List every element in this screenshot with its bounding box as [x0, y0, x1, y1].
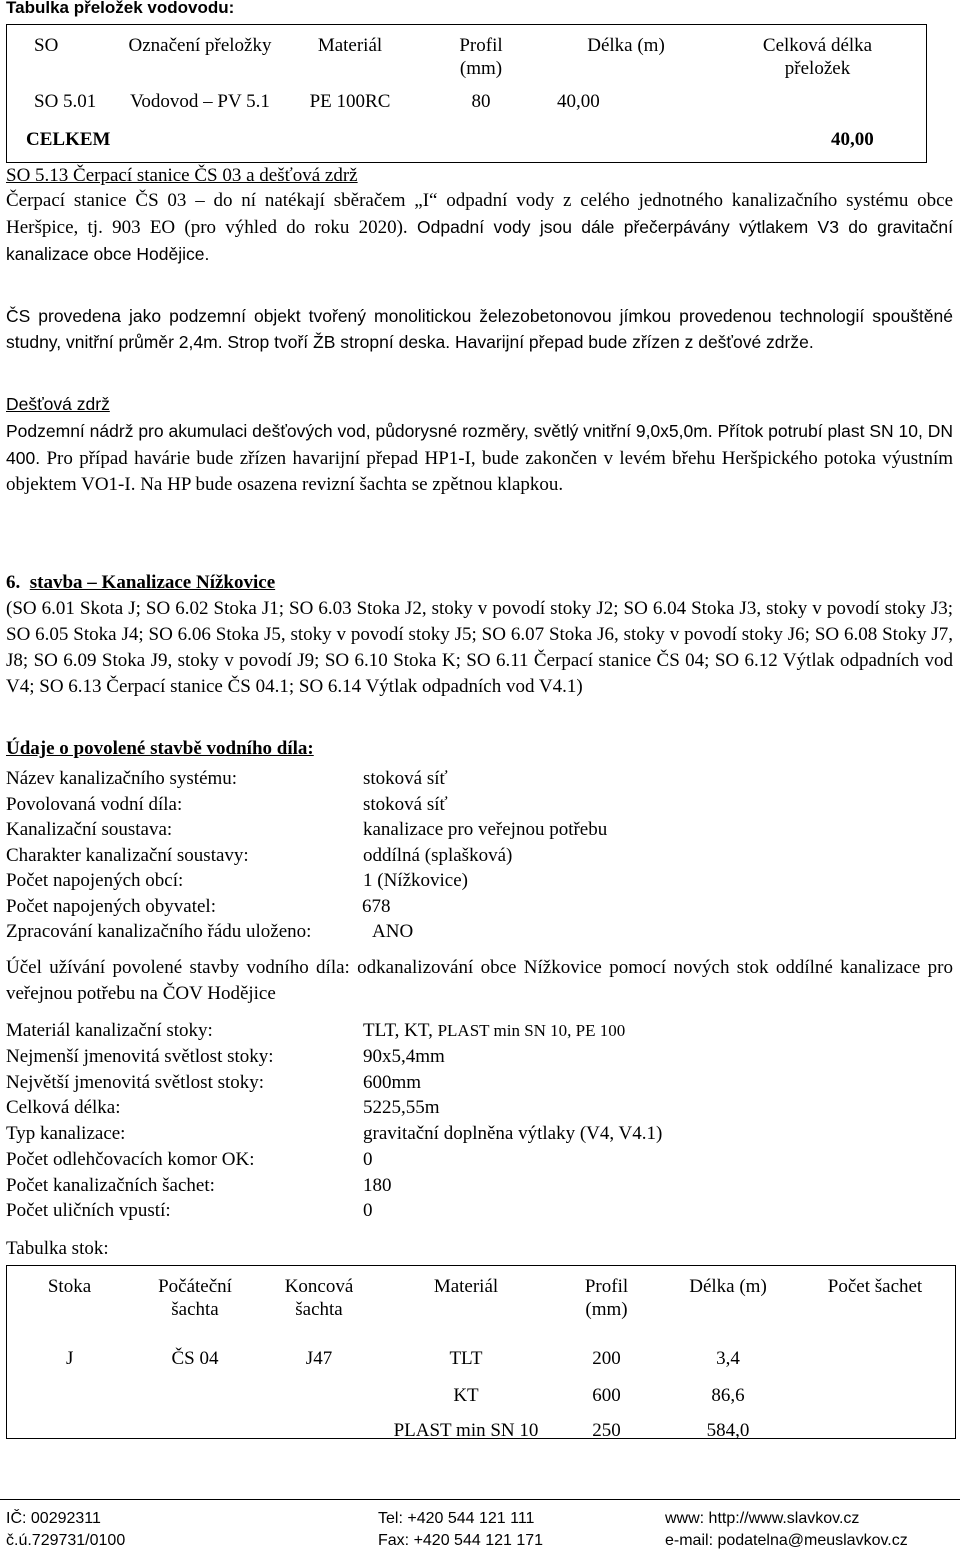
footer-divider [0, 1499, 960, 1500]
footer-account: č.ú.729731/0100 [6, 1532, 126, 1549]
section-heading: SO 5.13 Čerpací stanice ČS 03 a dešťová zdrž [6, 165, 358, 186]
paragraph-cs-construction: ČS provedena jako podzemní objekt tvořený monolitickou železobetonovou jímkou provedenou technologií spouštěné studny, vnitřní průměr 2,4m. Strop tvoří ŽB stropní deska. Havarijní přepad bude zřízen z dešťové zdrže. [6, 306, 953, 352]
total-value: 40,00 [831, 129, 874, 150]
info-value: stoková síť [363, 793, 448, 815]
table-cell: J [66, 1348, 74, 1369]
param-value: 0 [363, 1148, 373, 1170]
subheading-rain-tank: Dešťová zdrž [6, 394, 110, 414]
paragraph-so-list: (SO 6.01 Skota J; SO 6.02 Stoka J1; SO 6.03 Stoka J2, stoky v povodí stoky J2; SO 6.04 Stoka J3, stoky v povodí stoky J3; SO 6.05 Stoka J4; SO 6.06 Stoka J5, stoky v povodí stoky J5; SO 6.07 Stoka J6, stoky v povodí stoky J6; SO 6.08 Stoky J7, J8; SO 6.09 Stoka J9, stoky v povodí J9; SO 6.10 Stoka K; SO 6.11 Čerpací stanice ČS 04; SO 6.12 Výtlak odpadních vod V4; SO 6.13 Čerpací stanice ČS 04.1; SO 6.14 Výtlak odpadních vod V4.1) [6, 598, 953, 697]
table-cell: 250 [592, 1420, 621, 1441]
info-heading: Údaje o povolené stavbě vodního díla: [6, 738, 314, 759]
table-cell: KT [453, 1385, 479, 1406]
water-table-row [10, 80, 925, 120]
header-cell: Celková délka přeložek [762, 35, 873, 79]
info-label: Povolovaná vodní díla: [6, 793, 183, 815]
header-cell: Koncová šachta [284, 1276, 354, 1320]
header-cell: Stoka [47, 1276, 92, 1297]
param-label: Počet kanalizačních šachet: [6, 1174, 215, 1196]
table-cell: SO 5.01 [34, 91, 97, 112]
table-cell [131, 1378, 259, 1413]
info-value: 678 [362, 895, 391, 917]
header-cell: SO [34, 35, 59, 56]
footer-email: e-mail: podatelna@meuslavkov.cz [665, 1532, 908, 1549]
table-cell [710, 80, 925, 120]
table-cell: 86,6 [711, 1385, 745, 1406]
header-cell: Materiál [317, 35, 383, 56]
table-row [8, 1333, 954, 1378]
info-label: Počet napojených obcí: [6, 870, 184, 891]
table-cell [259, 1378, 379, 1413]
water-table-header-row [10, 34, 925, 80]
section-heading: 6. stavba – Kanalizace Nížkovice [6, 572, 276, 593]
table-cell: ČS 04 [171, 1348, 219, 1369]
total-label: CELKEM [26, 129, 111, 150]
table-cell [259, 1413, 379, 1448]
table-cell: 600 [592, 1385, 621, 1406]
stok-table [8, 1275, 954, 1448]
header-cell: Profil (mm) [584, 1276, 629, 1320]
water-table [10, 34, 925, 120]
table-cell [8, 1378, 131, 1413]
param-label: Počet odlehčovacích komor OK: [6, 1148, 255, 1170]
param-label: Počet uličních vpustí: [6, 1200, 171, 1222]
water-table-heading: Tabulka přeložek vodovodu: [6, 0, 235, 17]
param-value: 0 [363, 1200, 373, 1222]
table-row [8, 1413, 954, 1448]
param-label: Celková délka: [6, 1097, 121, 1119]
info-value: stoková síť [363, 768, 448, 789]
table-cell: 80 [471, 91, 491, 112]
paragraph-pump-station: Čerpací stanice ČS 03 – do ní natékají sběračem „I“ odpadní vody z celého jednotného kanalizačního systému obce Heršpice, tj. 903 EO (pro výhled do roku 2020). Odpadní vody jsou dále přečerpávány výtlakem V3 do gravitační kanalizace obce Hodějice. [6, 190, 953, 264]
param-value: gravitační doplněna výtlaky (V4, V4.1) [363, 1123, 663, 1145]
info-value: kanalizace pro veřejnou potřebu [363, 819, 608, 840]
header-cell: Materiál [433, 1276, 499, 1297]
purpose-paragraph: Účel užívání povolené stavby vodního díla: odkanalizování obce Nížkovice pomocí nových stok oddílné kanalizace pro veřejnou potřebu na ČOV Hodějice [6, 957, 953, 1004]
stok-table-heading: Tabulka stok: [6, 1238, 109, 1259]
table-cell: TLT [449, 1348, 483, 1369]
table-cell [131, 1413, 259, 1448]
table-cell: Vodovod – PV 5.1 [130, 91, 270, 112]
param-row: Materiál kanalizační stoky: [6, 1020, 213, 1041]
info-value: oddílná (splašková) [363, 844, 513, 866]
table-cell [796, 1378, 954, 1413]
table-cell [796, 1413, 954, 1448]
info-label: Název kanalizačního systému: [6, 768, 238, 789]
table-cell: PLAST min SN 10 [393, 1420, 539, 1441]
info-value: 1 (Nížkovice) [363, 870, 468, 891]
param-label: Nejmenší jmenovitá světlost stoky: [6, 1046, 274, 1067]
footer-fax: Fax: +420 544 121 171 [378, 1532, 544, 1549]
header-cell: Počet šachet [827, 1276, 923, 1297]
info-value: ANO [372, 921, 414, 942]
param-value: 600mm [363, 1071, 422, 1093]
header-cell: Označení přeložky [128, 35, 272, 56]
table-cell: 200 [592, 1348, 621, 1369]
info-label: Kanalizační soustava: [6, 819, 173, 840]
header-cell: Počáteční šachta [158, 1276, 232, 1320]
header-cell: Délka (m) [587, 35, 665, 56]
param-value: 180 [363, 1174, 392, 1196]
table-cell: PE 100RC [309, 91, 391, 112]
param-label: Typ kanalizace: [6, 1123, 126, 1145]
table-cell [8, 1413, 131, 1448]
param-value: 5225,55m [363, 1097, 440, 1119]
header-cell: Profil (mm) [459, 35, 503, 79]
info-label: Zpracování kanalizačního řádu uloženo: [6, 921, 312, 942]
table-cell: 584,0 [706, 1420, 750, 1441]
info-label: Počet napojených obyvatel: [6, 895, 216, 917]
table-row [8, 1378, 954, 1413]
table-cell: 40,00 [557, 91, 600, 112]
paragraph-rain-tank: Podzemní nádrž pro akumulaci dešťových vod, půdorysné rozměry, světlý vnitřní 9,0x5,0m. Přítok potrubí plast SN 10, DN 400. Pro případ havárie bude zřízen havarijní přepad HP1-I, bude zakončen v levém břehu Heršpického potoka výustním objektem VO1-I. Na HP bude osazena revizní šachta se zpětnou klapkou. [6, 421, 953, 495]
info-label: Charakter kanalizační soustavy: [6, 844, 249, 866]
stok-header-row [8, 1275, 954, 1333]
footer-www: www: http://www.slavkov.cz [665, 1510, 860, 1527]
header-cell: Délka (m) [689, 1276, 767, 1297]
param-value: 90x5,4mm [363, 1046, 445, 1067]
table-cell: 3,4 [716, 1348, 740, 1369]
param-label: Největší jmenovitá světlost stoky: [6, 1071, 265, 1093]
footer-ic: IČ: 00292311 [6, 1510, 101, 1527]
table-cell: J47 [305, 1348, 333, 1369]
footer-tel: Tel: +420 544 121 111 [378, 1510, 535, 1527]
table-cell [796, 1333, 954, 1378]
param-value: TLT, KT, PLAST min SN 10, PE 100 [363, 1020, 626, 1041]
